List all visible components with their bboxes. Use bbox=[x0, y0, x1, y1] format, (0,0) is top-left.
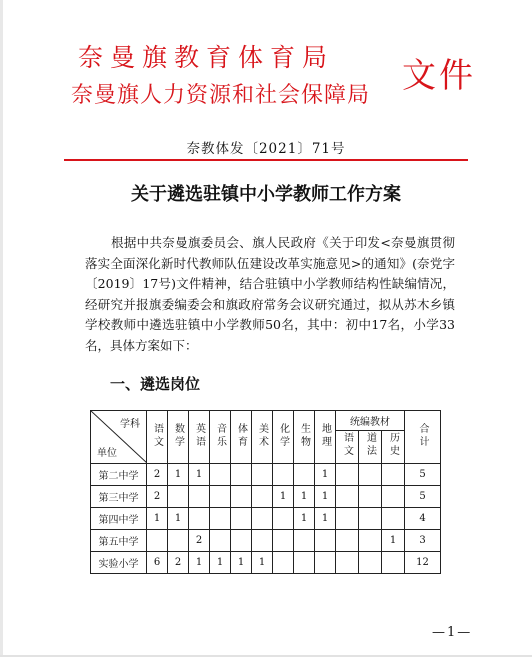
table-cell: 6 bbox=[147, 552, 168, 574]
subject-header: 生物 bbox=[294, 411, 315, 464]
table-cell: 2 bbox=[189, 530, 210, 552]
table-cell bbox=[382, 464, 405, 486]
subject-header: 地理 bbox=[315, 411, 336, 464]
table-cell bbox=[336, 530, 359, 552]
table-cell bbox=[336, 464, 359, 486]
table-cell bbox=[210, 530, 231, 552]
table-cell bbox=[231, 464, 252, 486]
table-cell: 1 bbox=[147, 508, 168, 530]
table-cell bbox=[294, 464, 315, 486]
row-total: 5 bbox=[405, 464, 441, 486]
row-total: 12 bbox=[405, 552, 441, 574]
page-edge-left bbox=[0, 0, 3, 657]
total-header: 合计 bbox=[405, 411, 441, 464]
table-cell bbox=[294, 530, 315, 552]
table-cell: 1 bbox=[168, 508, 189, 530]
table-cell bbox=[273, 552, 294, 574]
document-number: 奈教体发〔2021〕71号 bbox=[186, 141, 346, 157]
table-cell bbox=[231, 486, 252, 508]
table-row bbox=[91, 530, 441, 552]
table-cell: 1 bbox=[168, 464, 189, 486]
table-cell bbox=[294, 552, 315, 574]
table-cell: 1 bbox=[315, 508, 336, 530]
table-cell: 1 bbox=[231, 552, 252, 574]
table-row bbox=[91, 552, 441, 574]
subject-header: 英语 bbox=[189, 411, 210, 464]
subject-header: 语文 bbox=[147, 411, 168, 464]
table-cell bbox=[273, 508, 294, 530]
section-heading-positions: 一、遴选岗位 bbox=[110, 375, 201, 393]
subject-header: 化学 bbox=[273, 411, 294, 464]
table-row bbox=[91, 464, 441, 486]
table-cell bbox=[315, 552, 336, 574]
subject-header: 体育 bbox=[231, 411, 252, 464]
table-cell bbox=[359, 486, 382, 508]
table-cell: 1 bbox=[210, 552, 231, 574]
table-cell: 2 bbox=[168, 552, 189, 574]
positions-table bbox=[90, 410, 441, 574]
table-row bbox=[91, 508, 441, 530]
table-cell bbox=[382, 552, 405, 574]
table-cell bbox=[231, 530, 252, 552]
table-cell bbox=[382, 486, 405, 508]
table-cell: 1 bbox=[382, 530, 405, 552]
page-number: —1— bbox=[432, 625, 473, 640]
table-cell bbox=[210, 508, 231, 530]
table-cell: 2 bbox=[147, 464, 168, 486]
group-header-unified-textbook: 统编教材 bbox=[336, 411, 405, 431]
table-cell bbox=[210, 464, 231, 486]
table-cell bbox=[336, 552, 359, 574]
table-cell bbox=[359, 464, 382, 486]
red-separator-line bbox=[64, 159, 468, 161]
corner-subject-label: 学科 bbox=[120, 419, 140, 430]
table-cell: 1 bbox=[294, 508, 315, 530]
row-total: 4 bbox=[405, 508, 441, 530]
table-corner-cell bbox=[91, 411, 147, 464]
table-cell: 1 bbox=[189, 464, 210, 486]
issuing-org-hr: 奈曼旗人力资源和社会保障局 bbox=[71, 83, 371, 108]
table-cell bbox=[336, 508, 359, 530]
table-cell bbox=[252, 530, 273, 552]
table-cell bbox=[359, 508, 382, 530]
table-cell: 2 bbox=[147, 486, 168, 508]
table-cell bbox=[252, 464, 273, 486]
school-name: 第五中学 bbox=[91, 530, 147, 552]
intro-paragraph: 根据中共奈曼旗委员会、旗人民政府《关于印发<奈曼旗贯彻落实全面深化新时代教师队伍建设改革实施意见>的通知》(奈党字〔2019〕17号)文件精神，结合驻镇中小学教师结构性缺编情况，经研究并报旗委编委会和旗政府常务会议研究通过，拟从苏木乡镇学校教师中遴选驻镇中小学教师50名，其中：初中17名，小学33名，具体方案如下： bbox=[85, 235, 455, 353]
table-cell: 1 bbox=[189, 552, 210, 574]
subject-header: 数学 bbox=[168, 411, 189, 464]
table-cell bbox=[168, 486, 189, 508]
table-cell: 1 bbox=[294, 486, 315, 508]
issuing-org-education: 奈曼旗教育体育局 bbox=[78, 43, 335, 72]
table-cell: 1 bbox=[252, 552, 273, 574]
table-cell bbox=[147, 530, 168, 552]
table-cell bbox=[252, 508, 273, 530]
document-word: 文件 bbox=[402, 56, 476, 96]
table-cell bbox=[189, 486, 210, 508]
group-subject-header: 历史 bbox=[382, 430, 405, 463]
table-cell: 1 bbox=[315, 464, 336, 486]
subject-header: 音乐 bbox=[210, 411, 231, 464]
school-name: 实验小学 bbox=[91, 552, 147, 574]
table-cell bbox=[231, 508, 252, 530]
table-row bbox=[91, 486, 441, 508]
table-cell bbox=[189, 508, 210, 530]
school-name: 第三中学 bbox=[91, 486, 147, 508]
table-cell: 1 bbox=[273, 486, 294, 508]
table-cell: 1 bbox=[315, 486, 336, 508]
document-title: 关于遴选驻镇中小学教师工作方案 bbox=[131, 184, 401, 205]
table-cell bbox=[336, 486, 359, 508]
table-cell bbox=[273, 530, 294, 552]
corner-unit-label: 单位 bbox=[97, 448, 117, 459]
group-subject-header: 道法 bbox=[359, 430, 382, 463]
table-cell bbox=[210, 486, 231, 508]
table-cell bbox=[168, 530, 189, 552]
table-cell bbox=[382, 508, 405, 530]
row-total: 5 bbox=[405, 486, 441, 508]
table-cell bbox=[359, 530, 382, 552]
row-total: 3 bbox=[405, 530, 441, 552]
school-name: 第二中学 bbox=[91, 464, 147, 486]
table-cell bbox=[252, 486, 273, 508]
group-subject-header: 语文 bbox=[336, 430, 359, 463]
table-cell bbox=[315, 530, 336, 552]
table-cell bbox=[359, 552, 382, 574]
school-name: 第四中学 bbox=[91, 508, 147, 530]
subject-header: 美术 bbox=[252, 411, 273, 464]
table-cell bbox=[273, 464, 294, 486]
